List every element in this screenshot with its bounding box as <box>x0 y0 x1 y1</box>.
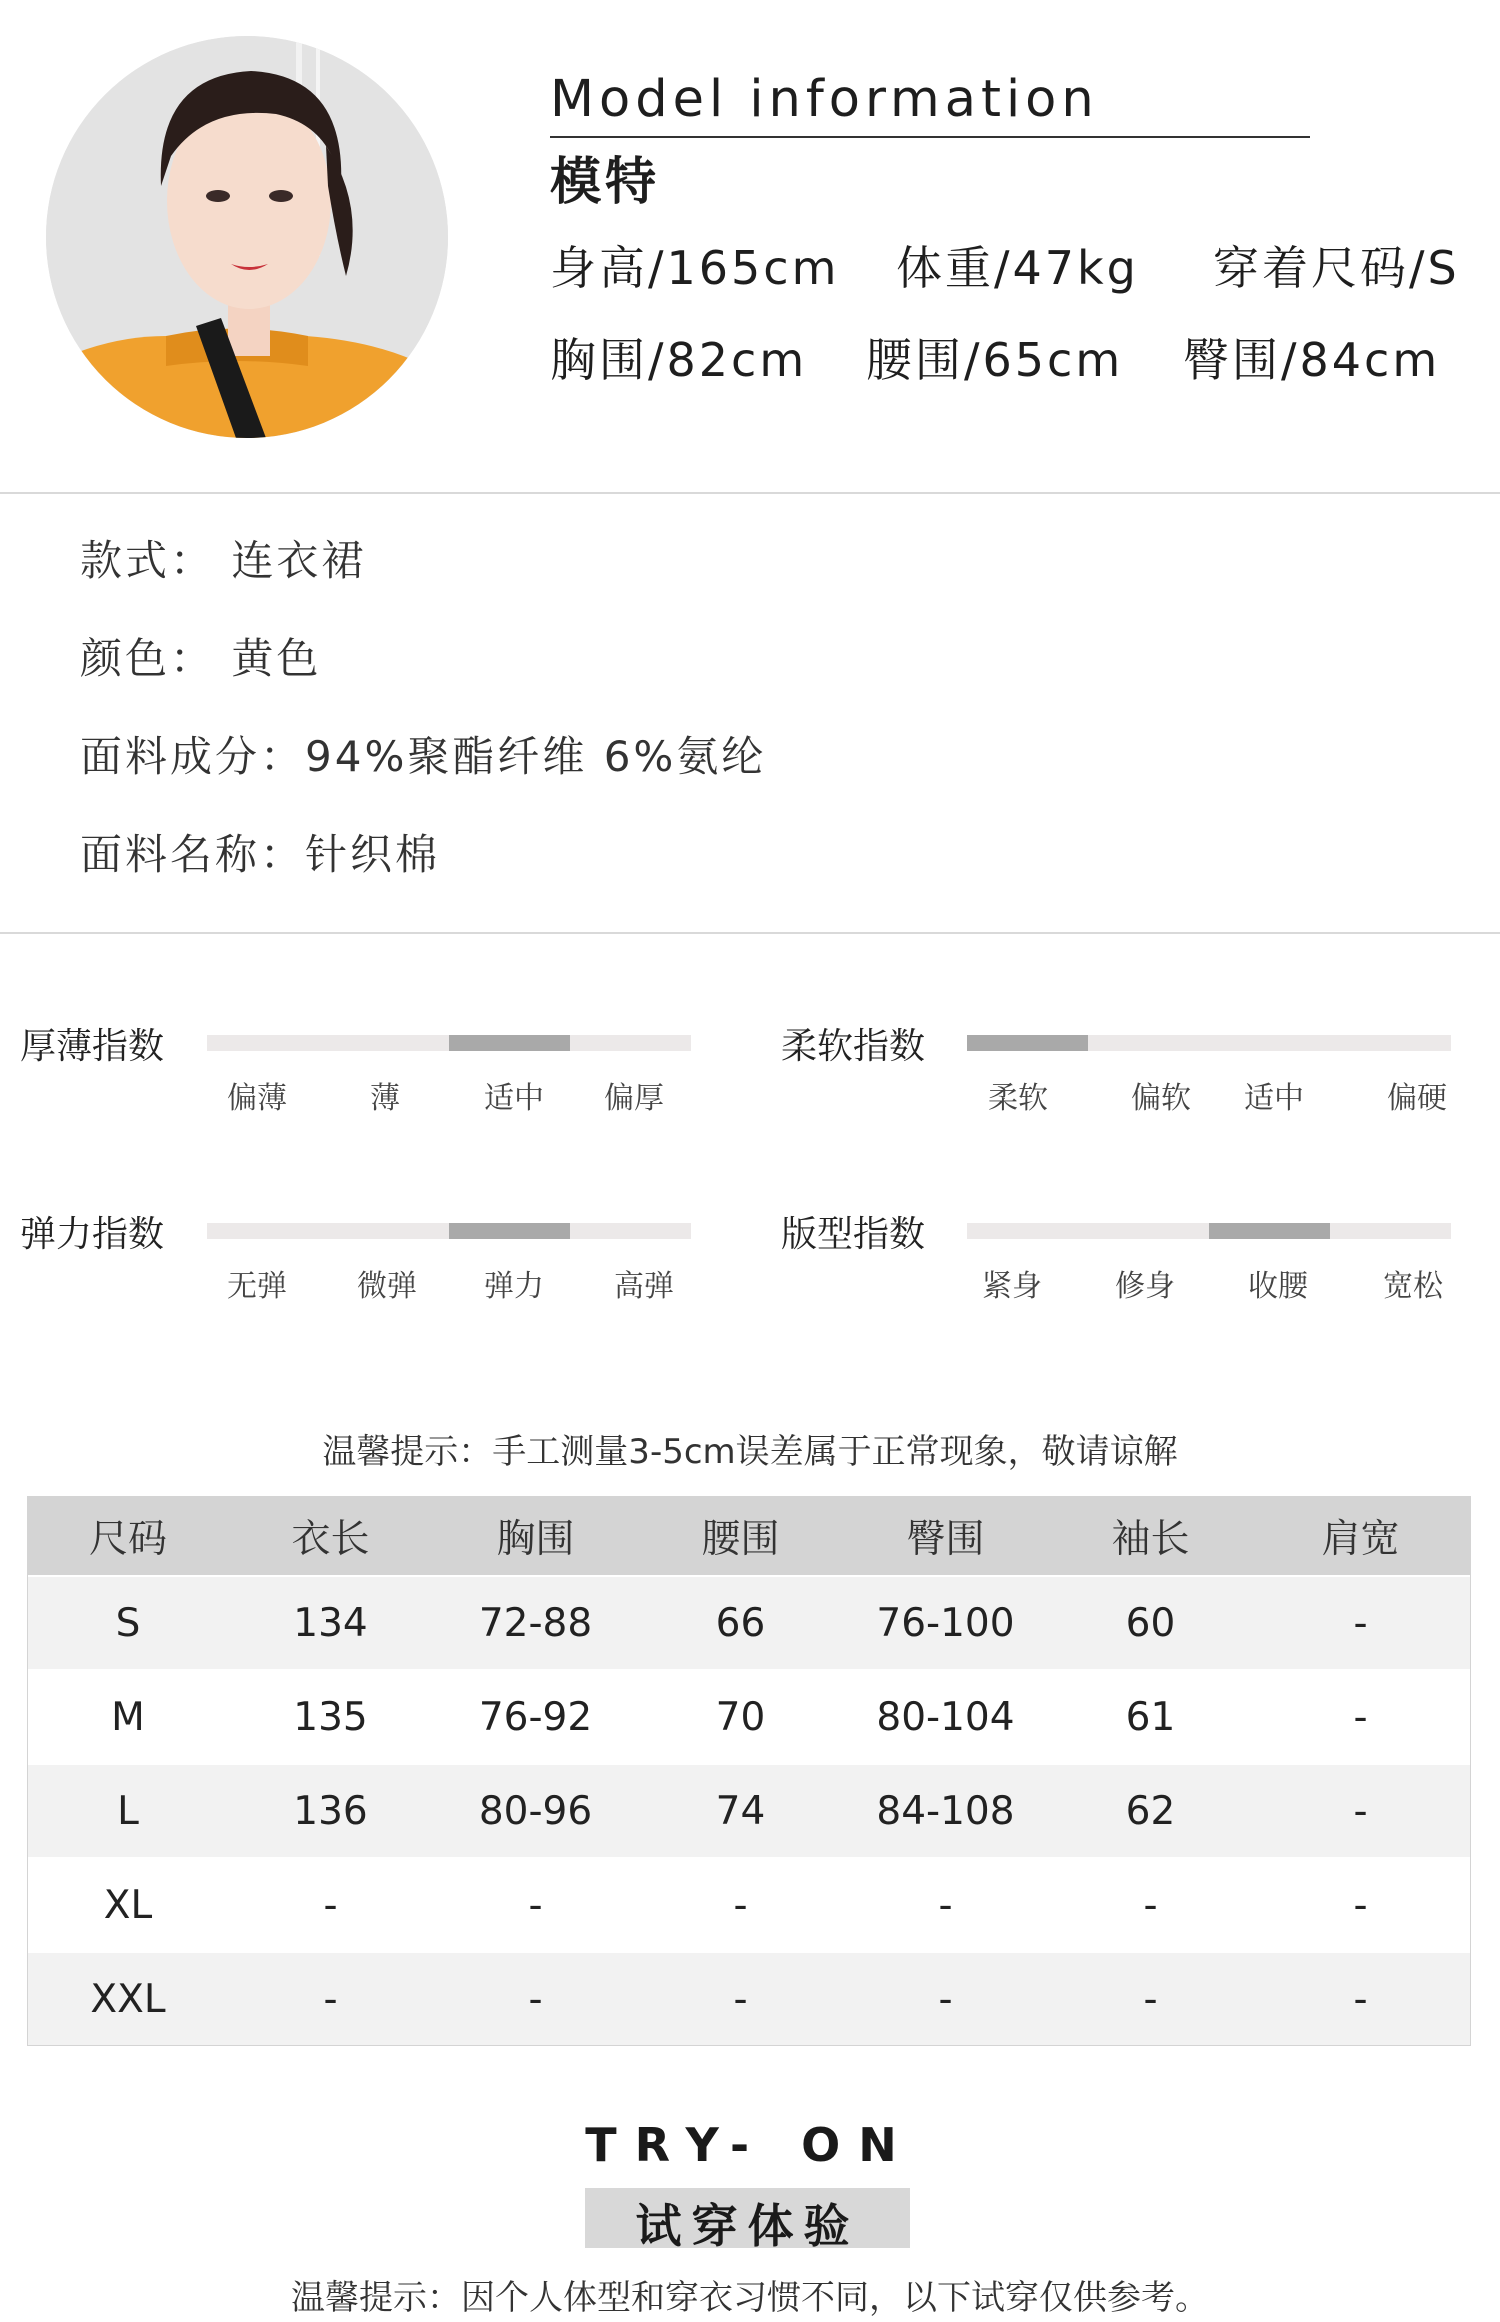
table-cell: 74 <box>715 1788 766 1834</box>
model-bust: 胸围/82cm <box>550 333 808 387</box>
table-cell: - <box>323 1882 338 1928</box>
index-option-softness: 偏软 <box>1131 1081 1191 1116</box>
index-option-fit: 修身 <box>1115 1269 1175 1304</box>
table-cell: - <box>938 1976 953 2022</box>
model-waist: 腰围/65cm <box>866 333 1124 387</box>
index-option-fit: 紧身 <box>982 1269 1042 1304</box>
index-track-elasticity <box>207 1223 691 1239</box>
table-cell: L <box>117 1788 139 1834</box>
index-option-thickness: 偏薄 <box>227 1081 287 1116</box>
section-divider <box>0 492 1500 494</box>
index-option-fit: 宽松 <box>1383 1269 1443 1304</box>
table-cell: - <box>938 1882 953 1928</box>
index-label-fit: 版型指数 <box>781 1214 926 1255</box>
tryon-title-cn: 试穿体验 <box>635 2199 860 2253</box>
table-cell: 76-100 <box>876 1600 1015 1646</box>
spec-color: 颜色： 黄色 <box>80 634 322 683</box>
table-cell: 70 <box>715 1694 766 1740</box>
table-cell: - <box>528 1976 543 2022</box>
table-cell: 80-104 <box>876 1694 1015 1740</box>
table-cell: - <box>323 1976 338 2022</box>
index-option-fit: 收腰 <box>1248 1269 1308 1304</box>
table-row <box>28 1575 1470 1669</box>
index-indicator-fit <box>1209 1223 1330 1239</box>
table-cell: - <box>1353 1600 1368 1646</box>
table-header-cell: 腰围 <box>701 1517 780 1562</box>
index-track-thickness <box>207 1035 691 1051</box>
table-cell: 62 <box>1125 1788 1176 1834</box>
size-table <box>27 1496 1471 2046</box>
table-header-cell: 袖长 <box>1111 1517 1190 1562</box>
table-cell: 60 <box>1125 1600 1176 1646</box>
title-underline <box>550 136 1310 138</box>
table-cell: XXL <box>90 1976 166 2022</box>
size-note: 温馨提示：手工测量3-5cm误差属于正常现象，敬请谅解 <box>322 1432 1178 1472</box>
table-cell: - <box>733 1976 748 2022</box>
model-size: 穿着尺码/S <box>1213 241 1460 295</box>
index-indicator-thickness <box>449 1035 570 1051</box>
index-option-softness: 适中 <box>1244 1081 1304 1116</box>
table-cell: 136 <box>293 1788 368 1834</box>
table-row <box>28 1857 1470 1951</box>
table-row <box>28 1669 1470 1763</box>
tryon-title: TRY- ON <box>585 2118 915 2172</box>
table-header <box>28 1497 1470 1575</box>
index-option-elasticity: 无弹 <box>227 1269 287 1304</box>
model-info-title-cn: 模特 <box>550 153 661 212</box>
table-cell: M <box>111 1694 145 1740</box>
section-divider <box>0 932 1500 934</box>
model-photo <box>46 36 448 438</box>
table-cell: S <box>115 1600 141 1646</box>
table-header-cell: 胸围 <box>496 1517 575 1562</box>
table-cell: - <box>1353 1788 1368 1834</box>
index-option-elasticity: 高弹 <box>614 1269 674 1304</box>
table-cell: - <box>1143 1976 1158 2022</box>
table-cell: 84-108 <box>876 1788 1015 1834</box>
table-header-cell: 衣长 <box>291 1517 370 1562</box>
table-header-cell: 肩宽 <box>1321 1517 1400 1562</box>
spec-fabric: 面料成分：94%聚酯纤维 6%氨纶 <box>80 732 767 781</box>
index-option-thickness: 偏厚 <box>604 1081 664 1116</box>
index-indicator-softness <box>967 1035 1088 1051</box>
table-cell: - <box>1353 1694 1368 1740</box>
index-option-softness: 偏硬 <box>1387 1081 1447 1116</box>
model-info-title: Model information <box>550 70 1099 129</box>
index-label-elasticity: 弹力指数 <box>20 1214 165 1255</box>
table-cell: XL <box>103 1882 153 1928</box>
table-cell: 66 <box>715 1600 766 1646</box>
index-label-thickness: 厚薄指数 <box>20 1026 165 1067</box>
index-option-elasticity: 弹力 <box>484 1269 544 1304</box>
table-cell: 72-88 <box>478 1600 593 1646</box>
spec-style: 款式： 连衣裙 <box>80 536 367 585</box>
table-cell: - <box>1353 1976 1368 2022</box>
model-height: 身高/165cm <box>550 241 840 295</box>
table-cell: 134 <box>293 1600 368 1646</box>
table-row <box>28 1951 1470 2045</box>
index-option-thickness: 薄 <box>370 1081 400 1116</box>
index-label-softness: 柔软指数 <box>781 1026 926 1067</box>
tryon-note: 温馨提示：因个人体型和穿衣习惯不同，以下试穿仅供参考。 <box>291 2278 1209 2318</box>
table-cell: 76-92 <box>478 1694 593 1740</box>
table-cell: - <box>733 1882 748 1928</box>
table-header-cell: 尺码 <box>88 1517 167 1562</box>
table-cell: 80-96 <box>478 1788 593 1834</box>
index-track-fit <box>967 1223 1451 1239</box>
table-cell: 61 <box>1125 1694 1176 1740</box>
model-hip: 臀围/84cm <box>1183 333 1441 387</box>
table-cell: - <box>1143 1882 1158 1928</box>
table-cell: - <box>528 1882 543 1928</box>
model-weight: 体重/47kg <box>896 241 1139 295</box>
index-indicator-elasticity <box>449 1223 570 1239</box>
index-option-softness: 柔软 <box>988 1081 1048 1116</box>
table-row <box>28 1763 1470 1857</box>
table-cell: 135 <box>293 1694 368 1740</box>
table-cell: - <box>1353 1882 1368 1928</box>
spec-fabric-name: 面料名称：针织棉 <box>80 830 441 879</box>
index-option-elasticity: 微弹 <box>357 1269 417 1304</box>
index-track-softness <box>967 1035 1451 1051</box>
table-header-cell: 臀围 <box>906 1517 985 1562</box>
index-option-thickness: 适中 <box>484 1081 544 1116</box>
